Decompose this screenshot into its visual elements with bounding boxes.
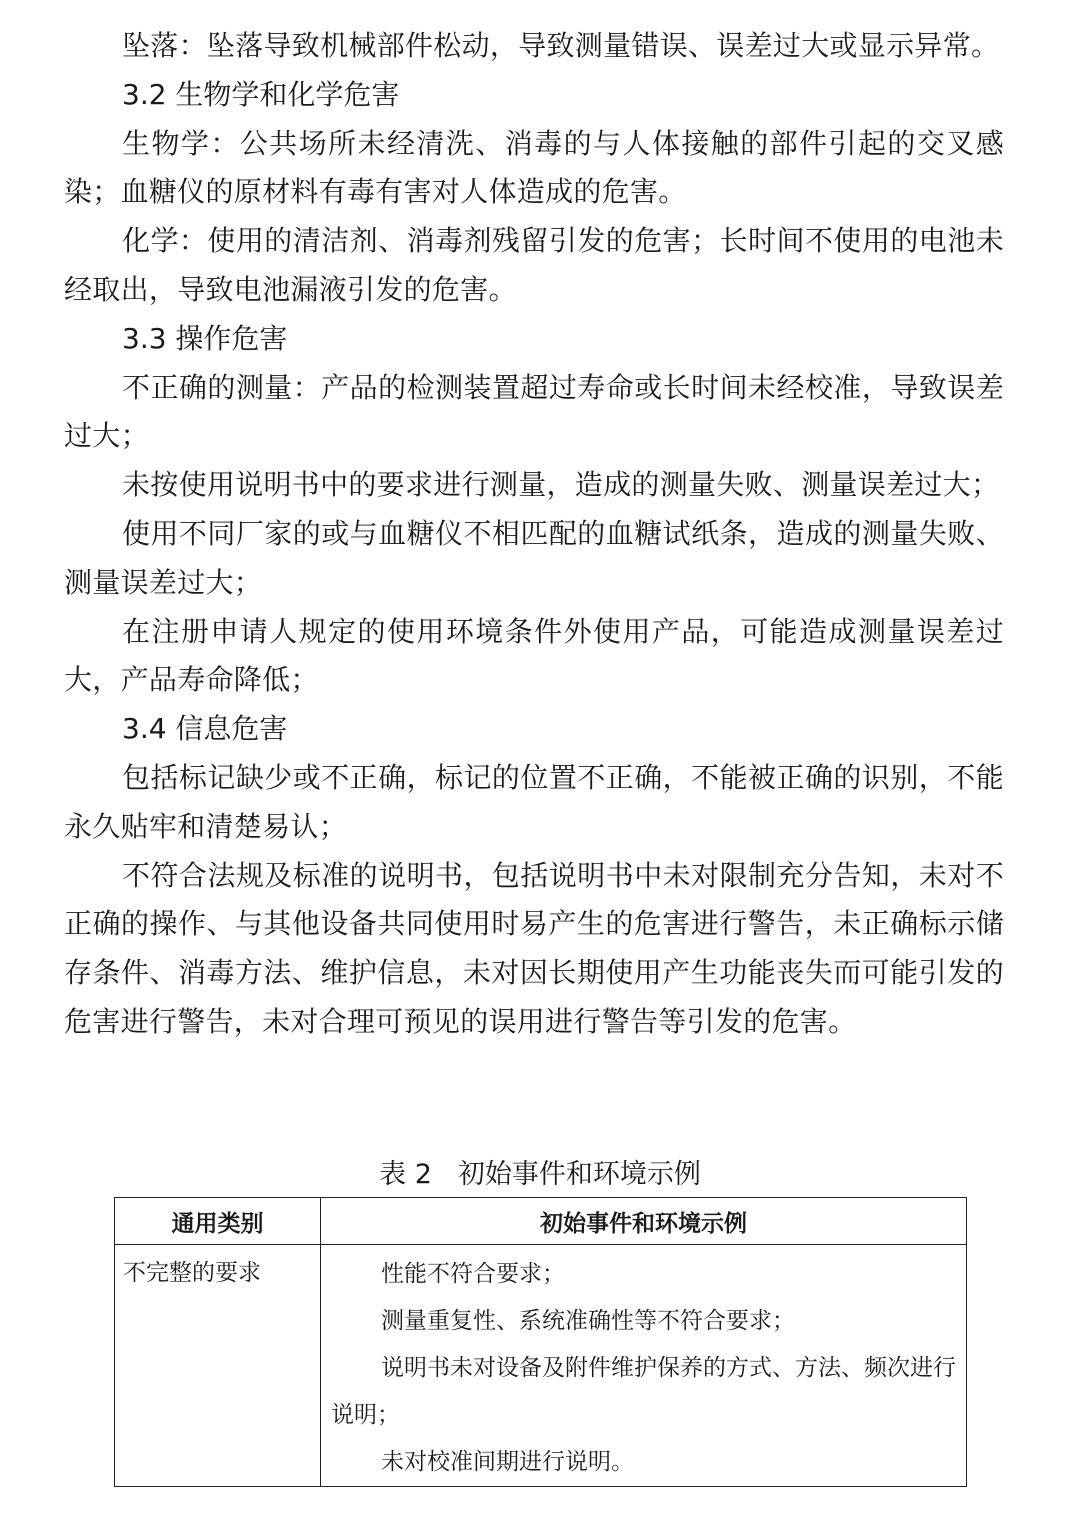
section-heading-3-2: 3.2 生物学和化学危害 [122,77,400,111]
table-caption [0,1155,1080,1195]
paragraph-test-strips: 使用不同厂家的或与血糖仪不相匹配的血糖试纸条，造成的测量失败、测量误差过大； [64,516,1004,599]
paragraph-chemistry: 化学：使用的清洁剂、消毒剂残留引发的危害；长时间不使用的电池未经取出，导致电池漏液引发的危害。 [64,224,1004,306]
table-cell-category: 不完整的要求 [115,1245,321,1487]
table-caption-number: 表 2 [379,1159,432,1190]
list-item: 未对校准间期进行说明。 [381,1449,634,1475]
list-item: 性能不符合要求； [381,1261,565,1287]
section-heading-3-4: 3.4 信息危害 [122,712,288,746]
paragraph-biology: 生物学：公共场所未经清洗、消毒的与人体接触的部件引起的交叉感染；血糖仪的原材料有毒有害对人体造成的危害。 [64,126,1004,209]
list-item: 说明书未对设备及附件维护保养的方式、方法、频次进行说明； [331,1355,956,1428]
table-caption-title: 初始事件和环境示例 [457,1159,701,1190]
table-row [115,1245,967,1487]
table-cell-examples [321,1245,967,1487]
list-item: 测量重复性、系统准确性等不符合要求； [381,1308,795,1334]
table-header-row [115,1198,967,1245]
column-header-examples: 初始事件和环境示例 [321,1198,967,1245]
document-body [64,22,1004,1047]
paragraph-manual-requirements: 未按使用说明书中的要求进行测量，造成的测量失败、测量误差过大； [122,468,1000,502]
section-heading-3-3: 3.3 操作危害 [122,321,288,355]
paragraph-environment: 在注册申请人规定的使用环境条件外使用产品，可能造成测量误差过大，产品寿命降低； [64,614,1004,697]
paragraph-fall: 坠落：坠落导致机械部件松动，导致测量错误、误差过大或显示异常。 [122,29,1000,62]
column-header-category: 通用类别 [115,1198,321,1245]
paragraph-instructions: 不符合法规及标准的说明书，包括说明书中未对限制充分告知，未对不正确的操作、与其他设备共同使用时易产生的危害进行警告，未正确标示储存条件、消毒方法、维护信息，未对因长期使用产生功能丧失而可能引发的危害进行警告，未对合理可预见的误用进行警告等引发的危害。 [64,858,1004,1038]
paragraph-labeling: 包括标记缺少或不正确，标记的位置不正确，不能被正确的识别，不能永久贴牢和清楚易认； [64,760,1004,843]
paragraph-incorrect-measurement: 不正确的测量：产品的检测装置超过寿命或长时间未经校准，导致误差过大； [64,370,1004,453]
initial-events-table [114,1197,967,1487]
